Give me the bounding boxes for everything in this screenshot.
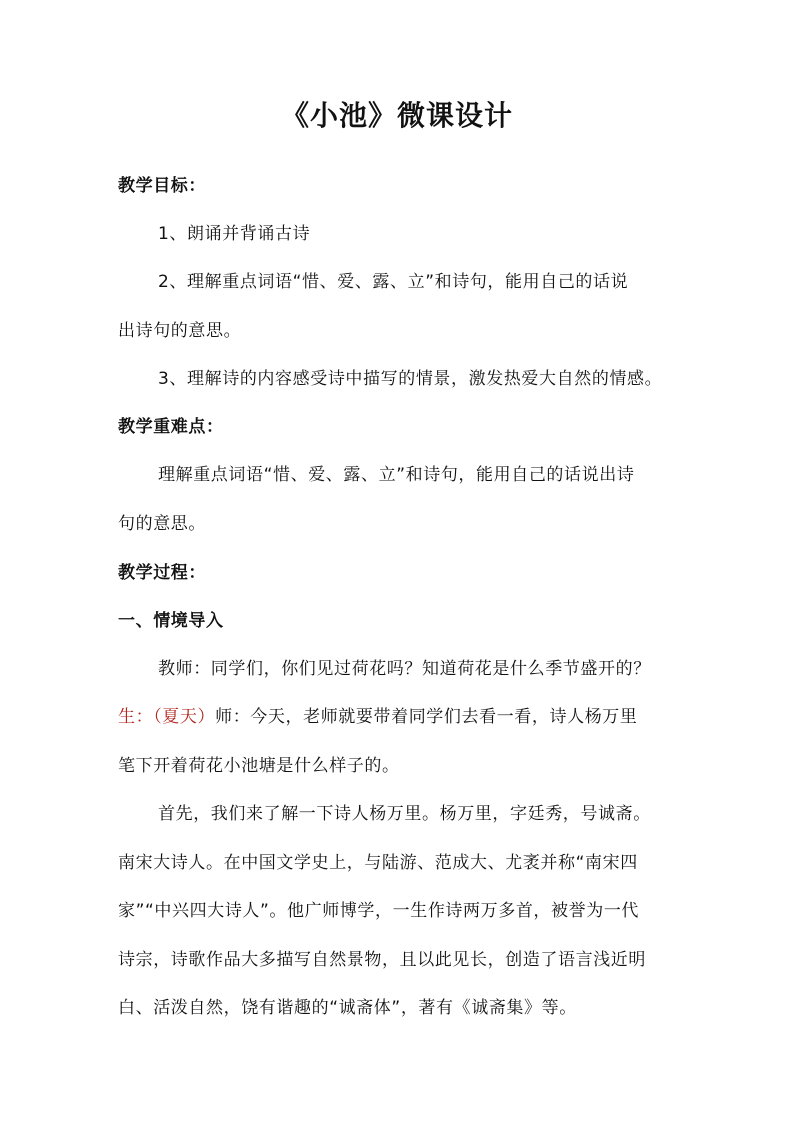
section-1-heading: 一、情境导入 (118, 611, 224, 631)
poet-intro-line-2: 南宋大诗人。在中国文学史上，与陆游、范成大、尤袤并称“南宋四 (118, 853, 638, 873)
key-points-heading: 教学重难点： (118, 417, 224, 437)
goal-item-2-line-1: 2、理解重点词语“惜、爱、露、立”和诗句，能用自己的话说 (158, 272, 629, 292)
teacher-response: 师：今天，老师就要带着同学们去看一看，诗人杨万里 (215, 707, 638, 727)
goal-item-1: 1、朗诵并背诵古诗 (158, 224, 311, 244)
student-teacher-line (118, 705, 638, 729)
key-points-line-2: 句的意思。 (118, 514, 206, 534)
goal-item-2-line-2: 出诗句的意思。 (118, 321, 242, 341)
poet-intro-line-1: 首先，我们来了解一下诗人杨万里。杨万里，字廷秀，号诚斋。 (158, 804, 651, 824)
goal-item-3: 3、理解诗的内容感受诗中描写的情景，激发热爱大自然的情感。 (158, 369, 663, 389)
poet-intro-line-4: 诗宗，诗歌作品大多描写自然景物，且以此见长，创造了语言浅近明 (118, 950, 646, 970)
poet-intro-line-3: 家”“中兴四大诗人”。他广师博学，一生作诗两万多首，被誉为一代 (118, 901, 640, 921)
student-answer: （夏天） (153, 707, 216, 727)
teacher-response-line-2: 笔下开着荷花小池塘是什么样子的。 (118, 756, 400, 776)
process-heading: 教学过程： (118, 563, 206, 583)
teacher-question: 教师：同学们，你们见过荷花吗？知道荷花是什么季节盛开的？ (158, 659, 651, 679)
key-points-line-1: 理解重点词语“惜、爱、露、立”和诗句，能用自己的话说出诗 (158, 465, 635, 485)
student-label: 生： (118, 707, 154, 727)
goals-heading: 教学目标： (118, 176, 206, 196)
page-title: 《小池》微课设计 (280, 99, 513, 132)
poet-intro-line-5: 白、活泼自然，饶有谐趣的“诚斋体”，著有《诚斋集》等。 (118, 998, 577, 1018)
